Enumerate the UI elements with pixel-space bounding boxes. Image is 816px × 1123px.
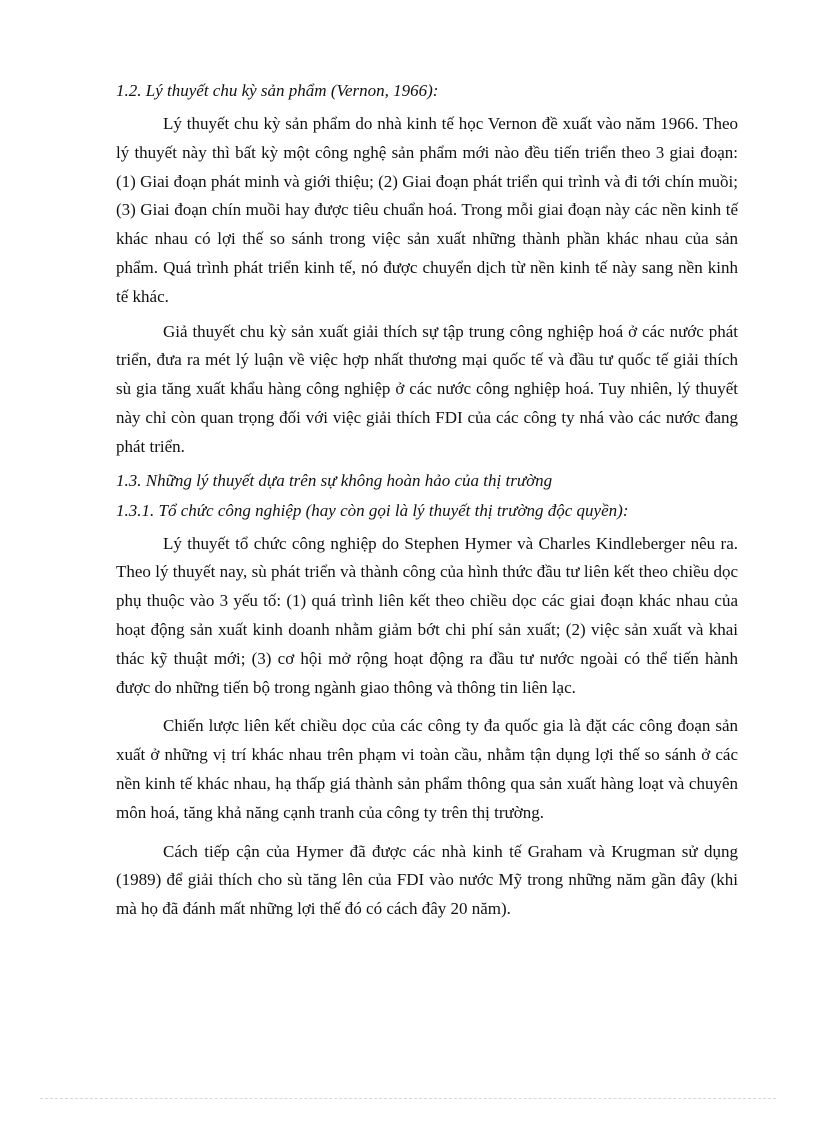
document-body bbox=[116, 80, 738, 924]
section-heading-1-3: 1.3. Những lý thuyết dựa trên sự không hoàn hảo của thị trường bbox=[116, 470, 553, 490]
paragraph-industrial-organization: Lý thuyết tổ chức công nghiệp do Stephen Hymer và Charles Kindleberger nêu ra. Theo lý thuyết nay, sù phát triển và thành công của hình thức đầu tư liên kết theo chiều dọc phụ thuộc vào 3 yếu tố: (1) quá trình liên kết theo chiều dọc các giai đoạn khác nhau của hoạt động sản xuất kinh doanh nhằm giảm bớt chi phí sản xuất; (2) việc sản xuất và khai thác kỹ thuật mới; (3) cơ hội mở rộng hoạt động ra đầu tư nước ngoài có thể tiến hành được do những tiến bộ trong ngành giao thông và thông tin liên lạc. bbox=[116, 533, 738, 697]
section-heading-1-2: 1.2. Lý thuyết chu kỳ sản phẩm (Vernon, 1966): bbox=[116, 81, 439, 100]
paragraph-vernon-intro: Lý thuyết chu kỳ sản phẩm do nhà kinh tế học Vernon đề xuất vào năm 1966. Theo lý thuyết này thì bất kỳ một công nghệ sản phẩm mới nào đều tiến triển theo 3 giai đoạn: (1) Giai đoạn phát minh và giới thiệu; (2) Giai đoạn phát triển qui trình và đi tới chín muồi; (3) Giai đoạn chín muồi hay được tiêu chuẩn hoá. Trong mỗi giai đoạn này các nền kinh tế khác nhau có lợi thế so sánh trong việc sản xuất những thành phần khác nhau của sản phẩm. Quá trình phát triển kinh tế, nó được chuyển dịch từ nền kinh tế này sang nền kinh tế khác. bbox=[116, 114, 738, 306]
paragraph-vernon-hypothesis: Giả thuyết chu kỳ sản xuất giải thích sự tập trung công nghiệp hoá ở các nước phát triển, đưa ra mét lý luận về việc hợp nhất thương mại quốc tế và đầu tư quốc tế giải thích sù gia tăng xuất khẩu hàng công nghiệp ở các nước công nghiệp hoá. Tuy nhiên, lý thuyết này chỉ còn quan trọng đối với việc giải thích FDI của các công ty nhá vào các nước đang phát triển. bbox=[116, 321, 738, 456]
section-heading-1-3-1: 1.3.1. Tổ chức công nghiệp (hay còn gọi là lý thuyết thị trường độc quyền): bbox=[116, 500, 629, 520]
paragraph-hymer-approach: Cách tiếp cận của Hymer đã được các nhà kinh tế Graham và Krugman sử dụng (1989) để giải thích cho sù tăng lên của FDI vào nước Mỹ trong những năm gần đây (khi mà họ đã đánh mất những lợi thế đó có cách đây 20 năm). bbox=[116, 841, 738, 919]
page-bottom-rule bbox=[40, 1098, 776, 1099]
paragraph-vertical-integration: Chiến lược liên kết chiều dọc của các công ty đa quốc gia là đặt các công đoạn sản xuất ở những vị trí khác nhau trên phạm vi toàn cầu, nhằm tận dụng lợi thế so sánh ở các nền kinh tế khác nhau, hạ thấp giá thành sản phẩm thông qua sản xuất hàng loạt và chuyên môn hoá, tăng khả năng cạnh tranh của công ty trên thị trường. bbox=[116, 716, 738, 822]
